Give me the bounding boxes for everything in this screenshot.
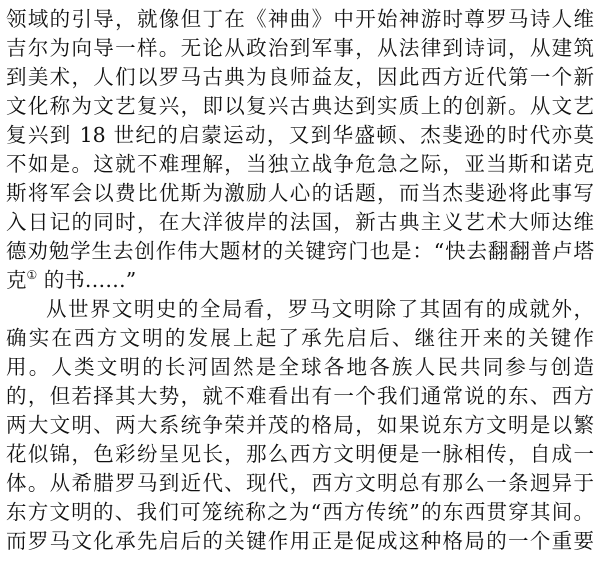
text-line: 吉尔为向导一样。无论从政治到军事，从法律到诗词，从建筑	[6, 36, 594, 60]
line-text: 克	[6, 268, 27, 292]
text-line: 入日记的同时，在大洋彼岸的法国，新古典主义艺术大师达维	[6, 210, 594, 234]
text-line: 两大文明、两大系统争荣并茂的格局，如果说东方文明是以繁	[6, 413, 594, 437]
text-line: 复兴到 18 世纪的启蒙运动，又到华盛顿、杰斐逊的时代亦莫	[6, 123, 594, 147]
text-line: 斯将军会以费比优斯为激励人心的话题，而当杰斐逊将此事写	[6, 181, 594, 205]
text-line: 文化称为文艺复兴，即以复兴古典达到实质上的创新。从文艺	[6, 94, 594, 118]
footnote-reference: ①	[26, 268, 38, 283]
line-text-tail: 的书……”	[37, 268, 137, 292]
text-line-indented: 从世界文明史的全局看，罗马文明除了其固有的成就外，	[46, 297, 594, 321]
text-line: 花似锦，色彩纷呈见长，那么西方文明便是一脉相传，自成一	[6, 442, 594, 466]
text-line: 到美术，人们以罗马古典为良师益友，因此西方近代第一个新	[6, 65, 594, 89]
text-line: 而罗马文化承先启后的关键作用正是促成这种格局的一个重要	[6, 529, 594, 553]
text-line: 不如是。这就不难理解，当独立战争危急之际，亚当斯和诺克	[6, 152, 594, 176]
text-line: 用。人类文明的长河固然是全球各地各族人民共同参与创造	[6, 355, 594, 379]
text-line: 东方文明的、我们可笼统称之为“西方传统”的东西贯穿其间。	[6, 500, 594, 524]
text-line: 德劝勉学生去创作伟大题材的关键窍门也是：“快去翻翻普卢塔	[6, 239, 594, 263]
text-line: 的，但若择其大势，就不难看出有一个我们通常说的东、西方	[6, 384, 594, 408]
text-line: 体。从希腊罗马到近代、现代，西方文明总有那么一条迥异于	[6, 471, 594, 495]
text-line-final	[6, 265, 594, 295]
text-line: 领域的引导，就像但丁在《神曲》中开始神游时尊罗马诗人维	[6, 7, 594, 31]
text-line: 确实在西方文明的发展上起了承先启后、继往开来的关键作	[6, 326, 594, 350]
